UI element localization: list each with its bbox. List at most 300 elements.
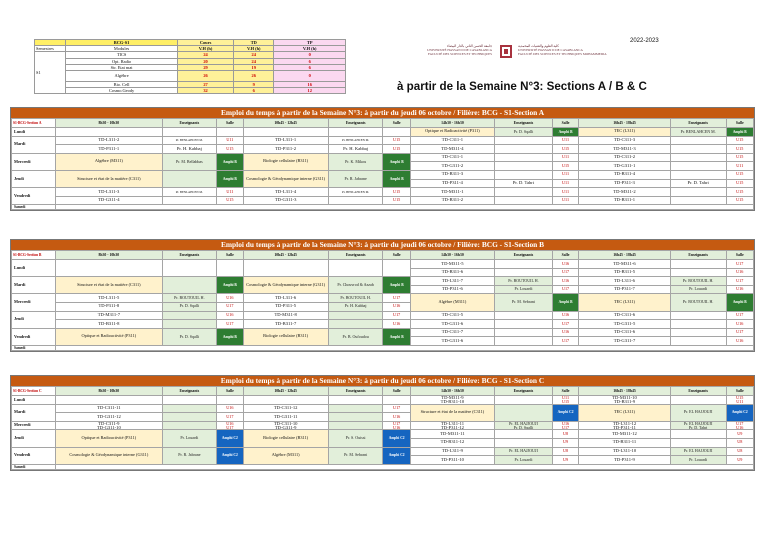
- hours-module: Cosmo.Geody: [66, 88, 178, 94]
- course-cell: Optique et Radioactivité (P311): [56, 328, 162, 345]
- teacher-cell: [670, 421, 726, 430]
- room-badge: Amphi B: [383, 277, 410, 294]
- semester-cell: S1: [35, 52, 66, 94]
- td-group-cell: [579, 421, 671, 430]
- room-cell: U17: [217, 302, 243, 311]
- room-line: U17: [736, 421, 744, 426]
- teacher-cell: [162, 404, 217, 413]
- td-group-cell: TD-C311-5: [410, 311, 494, 320]
- course-cell: Biologie cellulaire (B311): [243, 153, 328, 170]
- section-b-title: Emploi du temps à partir de la Semaine N°3: à partir du jeudi 06 octobre / Filière: BCG - S1-Section B: [11, 240, 754, 250]
- td-group-cell: TD-G311-4: [56, 196, 162, 205]
- schedule-cell: [56, 345, 754, 350]
- day-mercredi: Mercredi: [12, 421, 56, 430]
- room-line: U16: [561, 421, 570, 426]
- logo-line: جامعة الحسن الثاني بالدار البيضاء: [446, 44, 492, 48]
- td-group-line: TD-M311-10: [612, 395, 637, 400]
- teacher-cell: Pr. Chouvrod & Azzab: [328, 277, 383, 294]
- vh-td-header: V.H (h): [234, 46, 274, 52]
- teacher-cell: [495, 145, 553, 154]
- slot-2-header: 10h45 - 12h45: [243, 387, 328, 396]
- day-mercredi: Mercredi: [12, 153, 56, 170]
- teacher-cell: Pr. K. Mikou: [328, 153, 383, 170]
- td-group-cell: TD-C311-6: [579, 311, 671, 320]
- schedule-cell: [217, 260, 243, 277]
- teacher-cell: [495, 328, 553, 337]
- room-cell: U11: [552, 136, 578, 145]
- teacher-cell: [328, 413, 383, 422]
- room-cell: U15: [552, 145, 578, 154]
- room-header: Salle: [552, 119, 578, 128]
- teacher-cell: [495, 268, 553, 277]
- course-cell: Cosmologie & Géodynamique interne (G311): [243, 170, 328, 187]
- hours-tp: 6: [274, 64, 346, 70]
- td-group-cell: [243, 421, 328, 430]
- course-cell: Cosmologie & Géodynamique interne (G311): [243, 277, 328, 294]
- teacher-line: Pr. D. Sqalli: [513, 424, 534, 430]
- teacher-cell: Pr. Louardi: [495, 456, 553, 465]
- logo-text-right: [518, 44, 662, 56]
- td-group-cell: TD-C311-6: [579, 328, 671, 337]
- room-cell: U15: [552, 162, 578, 171]
- hours-module: Str. Etat mat: [66, 64, 178, 70]
- room-badge: Amphi B: [726, 294, 753, 311]
- course-cell: Algèbre (M311): [410, 294, 494, 311]
- room-cell: U8: [726, 447, 753, 456]
- room-cell: U15: [726, 136, 753, 145]
- teacher-cell: Pr. EL HAJJOUJI: [670, 404, 726, 421]
- td-group-cell: TD-B311-7: [243, 320, 328, 329]
- hours-cours-header: Cours: [178, 40, 234, 46]
- teacher-cell: [495, 404, 553, 421]
- td-group-line: TD-B311-9: [613, 398, 636, 404]
- teacher-cell: Pr. R. Jabrane: [328, 170, 383, 187]
- td-group-line: TD-B311-10: [440, 398, 465, 404]
- teacher-cell: [328, 320, 383, 329]
- teacher-header: Enseignants: [670, 119, 726, 128]
- teacher-cell: [162, 170, 217, 187]
- room-cell: U17: [217, 320, 243, 329]
- day-lundi: Lundi: [12, 260, 56, 277]
- room-cell: U9: [552, 456, 578, 465]
- teacher-cell: [670, 153, 726, 162]
- hours-cours: 26: [178, 71, 234, 82]
- teacher-cell: Pr. BOUTOUIL H.: [495, 277, 553, 286]
- teacher-cell: [670, 337, 726, 346]
- td-group-cell: TD-B311-8: [56, 320, 162, 329]
- section-code: S1-BCG-Section A: [12, 119, 56, 128]
- room-cell: U16: [552, 328, 578, 337]
- teacher-cell: Pr. BOUTOUIL H.: [162, 294, 217, 303]
- td-group-cell: TD-G311-6: [410, 337, 494, 346]
- section-a-title: Emploi du temps à partir de la Semaine N°3: à partir du jeudi 06 octobre / Filière: BCG - S1-Section A: [11, 108, 754, 118]
- teacher-header: Enseignants: [328, 119, 383, 128]
- schedule-cell: [56, 128, 162, 137]
- teacher-cell: Pr. M. Sebrani: [328, 447, 383, 464]
- td-group-line: TD-P311-11: [613, 424, 636, 430]
- td-group-cell: TD-P311-9: [579, 456, 671, 465]
- teacher-cell: [670, 162, 726, 171]
- slot-1-header: 8h30 - 10h30: [56, 251, 162, 260]
- room-cell: U11: [552, 188, 578, 197]
- hours-cours: 20: [178, 58, 234, 64]
- room-header: Salle: [552, 387, 578, 396]
- room-badge: Amphi B: [552, 128, 578, 137]
- schedule-cell: [56, 205, 754, 210]
- teacher-cell: [670, 170, 726, 179]
- schedule-cell: [243, 260, 328, 277]
- hours-module: Opt. Radio: [66, 58, 178, 64]
- room-cell: [726, 396, 753, 405]
- room-cell: U8: [552, 430, 578, 439]
- hours-cours: 27: [178, 82, 234, 88]
- university-emblem-icon: [499, 44, 513, 59]
- room-cell: U15: [726, 196, 753, 205]
- schedule-table-a: [11, 118, 754, 210]
- room-cell: U17: [552, 320, 578, 329]
- room-header: Salle: [552, 251, 578, 260]
- room-cell: U17: [383, 404, 410, 413]
- teacher-cell: [495, 396, 553, 405]
- hours-module: TICS: [66, 52, 178, 58]
- page-title: à partir de la Semaine N°3: Sections A / B & C: [397, 80, 647, 93]
- room-header: Salle: [383, 251, 410, 260]
- course-cell: Cosmologie & Géodynamique interne (G311): [56, 447, 162, 464]
- teacher-cell: Pr. M. Bellabbas: [162, 153, 217, 170]
- room-line: U11: [562, 395, 570, 400]
- teacher-cell: [162, 196, 217, 205]
- room-cell: U16: [726, 268, 753, 277]
- teacher-cell: [495, 136, 553, 145]
- hours-td: 9: [234, 82, 274, 88]
- td-group-cell: TD-L311-5: [56, 294, 162, 303]
- td-group-cell: TD-M311-3: [579, 145, 671, 154]
- teacher-cell: [495, 170, 553, 179]
- schedule-section-c: [10, 375, 755, 471]
- schedule-cell: [162, 128, 217, 137]
- td-group-cell: TD-G311-3: [243, 196, 328, 205]
- room-cell: U17: [552, 285, 578, 294]
- room-cell: U15: [383, 196, 410, 205]
- room-cell: [552, 396, 578, 405]
- teacher-cell: [162, 277, 217, 294]
- td-group-line: TD-C311-10: [273, 421, 298, 426]
- teacher-cell: [670, 328, 726, 337]
- teacher-cell: [495, 260, 553, 269]
- teacher-cell: Pr. Louardi: [670, 285, 726, 294]
- room-cell: U11: [552, 196, 578, 205]
- room-cell: U16: [383, 302, 410, 311]
- hours-module: Algèbre: [66, 71, 178, 82]
- logo-line: UNIVERSITÉ HASSAN II DE CASABLANCA: [518, 48, 583, 52]
- room-badge: Amphi B: [383, 328, 410, 345]
- teacher-cell: [670, 396, 726, 405]
- hours-td: 19: [234, 64, 274, 70]
- teacher-cell: [495, 421, 553, 430]
- td-group-line: TD-L311-11: [440, 421, 464, 426]
- teacher-header: Enseignants: [495, 119, 553, 128]
- room-header: Salle: [726, 387, 753, 396]
- day-samedi: Samedi: [12, 345, 56, 350]
- hours-td: 24: [234, 52, 274, 58]
- td-group-cell: TD-L311-9: [410, 447, 494, 456]
- hours-module: Bio. Cell: [66, 82, 178, 88]
- teacher-cell: [670, 196, 726, 205]
- teacher-cell: [495, 153, 553, 162]
- teacher-header: Enseignants: [495, 251, 553, 260]
- room-cell: U11: [552, 170, 578, 179]
- td-group-cell: TD-P311-10: [410, 456, 494, 465]
- teacher-cell: Pr. BENLAHCEN M.: [328, 188, 383, 197]
- td-group-cell: TD-L311-6: [243, 294, 328, 303]
- td-group-cell: TD-P311-4: [410, 179, 494, 188]
- logo-line: كلية العلوم والتقنيات المحمدية: [518, 44, 559, 48]
- slot-4-header: 16h45 - 18h45: [579, 387, 671, 396]
- teacher-header: Enseignants: [162, 387, 217, 396]
- td-group-cell: TD-L311-4: [243, 188, 328, 197]
- hours-tp: 16: [274, 82, 346, 88]
- room-badge: Amphi B: [552, 294, 578, 311]
- room-cell: U15: [383, 188, 410, 197]
- teacher-cell: Pr. BENLAHCEN M.: [162, 188, 217, 197]
- room-badge: Amphi C2: [383, 447, 410, 464]
- teacher-cell: Pr. EL HAJJOUJI: [670, 447, 726, 456]
- td-group-cell: TD-B311-2: [410, 196, 494, 205]
- teacher-header: Enseignants: [162, 251, 217, 260]
- room-cell: [552, 421, 578, 430]
- room-cell: U11: [552, 153, 578, 162]
- schedule-cell: [217, 396, 243, 405]
- room-cell: U16: [383, 413, 410, 422]
- course-cell: Optique et Radioactivité (P311): [56, 430, 162, 447]
- td-group-cell: TD-G311-5: [579, 320, 671, 329]
- section-c-title: Emploi du temps à partir de la Semaine N°3: à partir du jeudi 06 octobre / Filière: BCG - S1-Section C: [11, 376, 754, 386]
- teacher-cell: [670, 320, 726, 329]
- teacher-cell: Pr. H. Kabbaj: [328, 145, 383, 154]
- teacher-cell: [495, 188, 553, 197]
- teacher-header: Enseignants: [670, 387, 726, 396]
- td-group-cell: TD-P311-6: [410, 285, 494, 294]
- course-cell: Biologie cellulaire (B311): [243, 430, 328, 447]
- td-group-cell: TD-P311-3: [579, 179, 671, 188]
- room-badge: Amphi B: [383, 170, 410, 187]
- teacher-cell: [670, 188, 726, 197]
- day-lundi: Lundi: [12, 396, 56, 405]
- teacher-cell: [670, 260, 726, 269]
- td-group-cell: [56, 421, 162, 430]
- teacher-cell: [495, 438, 553, 447]
- logo-line: FACULTÉ DES SCIENCES ET TECHNIQUES: [428, 52, 492, 56]
- room-line: U16: [393, 424, 401, 430]
- teacher-header: Enseignants: [670, 251, 726, 260]
- course-cell: Algèbre (M311): [56, 153, 162, 170]
- hours-tp: 12: [274, 88, 346, 94]
- room-line: U17: [561, 424, 570, 430]
- schedule-cell: [383, 396, 410, 405]
- teacher-cell: [670, 438, 726, 447]
- td-group-cell: TD-P311-5: [243, 302, 328, 311]
- teacher-cell: [670, 136, 726, 145]
- slot-1-header: 8h30 - 10h30: [56, 119, 162, 128]
- room-cell: U15: [726, 179, 753, 188]
- day-samedi: Samedi: [12, 205, 56, 210]
- room-cell: U9: [726, 430, 753, 439]
- room-cell: [217, 421, 243, 430]
- room-cell: U16: [217, 294, 243, 303]
- room-header: Salle: [383, 387, 410, 396]
- teacher-cell: [495, 320, 553, 329]
- teacher-cell: Pr. BENLAHCEN M.: [328, 136, 383, 145]
- td-group-cell: TD-M311-5: [410, 260, 494, 269]
- schedule-cell: [56, 260, 162, 277]
- room-cell: U17: [726, 328, 753, 337]
- teacher-cell: [495, 337, 553, 346]
- teacher-header: Enseignants: [162, 119, 217, 128]
- day-samedi: Samedi: [12, 464, 56, 469]
- td-group-cell: TD-G311-11: [243, 413, 328, 422]
- room-cell: U8: [552, 447, 578, 456]
- td-group-cell: TD-M311-2: [579, 188, 671, 197]
- hours-tp: 0: [274, 52, 346, 58]
- day-mardi: Mardi: [12, 136, 56, 153]
- schedule-cell: [56, 396, 162, 405]
- td-group-cell: TD-G311-7: [579, 337, 671, 346]
- td-group-cell: TD-C311-1: [410, 136, 494, 145]
- schedule-cell: [383, 128, 410, 137]
- teacher-cell: Pr. Louardi: [162, 430, 217, 447]
- room-cell: U8: [726, 438, 753, 447]
- room-badge: Amphi C2: [552, 404, 578, 421]
- room-line: U16: [736, 424, 744, 430]
- td-group-cell: TD-L311-3: [56, 188, 162, 197]
- schedule-cell: [328, 128, 383, 137]
- hours-cours: 24: [178, 52, 234, 58]
- room-header: Salle: [217, 387, 243, 396]
- teacher-cell: Pr. H. Kabbaj: [328, 302, 383, 311]
- room-cell: U11: [217, 188, 243, 197]
- day-vendredi: Vendredi: [12, 328, 56, 345]
- teacher-cell: Pr. D. Tahri: [670, 179, 726, 188]
- hours-cours: 29: [178, 64, 234, 70]
- td-group-cell: TD-M311-4: [410, 145, 494, 154]
- td-group-cell: TD-C311-2: [579, 153, 671, 162]
- td-group-line: TD-G311-9: [274, 424, 297, 430]
- schedule-cell: [217, 128, 243, 137]
- slot-2-header: 10h45 - 12h45: [243, 251, 328, 260]
- room-cell: U11: [217, 136, 243, 145]
- room-badge: Amphi B: [217, 328, 243, 345]
- td-group-cell: TD-B311-5: [579, 268, 671, 277]
- room-cell: U15: [726, 153, 753, 162]
- schedule-cell: [383, 260, 410, 277]
- td-group-cell: TD-P311-7: [579, 285, 671, 294]
- room-badge: Amphi C2: [726, 404, 753, 421]
- course-cell: Optique et Radioactivité (P311): [410, 128, 494, 137]
- teacher-cell: [162, 421, 217, 430]
- slot-3-header: 14h30 - 16h30: [410, 387, 494, 396]
- teacher-cell: Pr. Louardi: [670, 456, 726, 465]
- teacher-cell: Pr. M. Sebrani: [495, 294, 553, 311]
- schedule-cell: [243, 128, 328, 137]
- td-group-cell: TD-P311-8: [56, 302, 162, 311]
- day-lundi: Lundi: [12, 128, 56, 137]
- module-hours-table: [34, 39, 346, 94]
- semestre-header: Semestres: [35, 46, 66, 52]
- schedule-cell: [162, 260, 217, 277]
- teacher-cell: [495, 430, 553, 439]
- day-mardi: Mardi: [12, 277, 56, 294]
- td-group-cell: TD-M311-12: [579, 430, 671, 439]
- section-code: S1-BCG-Section B: [12, 251, 56, 260]
- room-line: U17: [226, 424, 234, 430]
- room-cell: U15: [383, 136, 410, 145]
- room-line: U15: [736, 395, 744, 400]
- modules-header: Modules: [66, 46, 178, 52]
- room-line: U16: [226, 421, 234, 426]
- room-cell: U11: [552, 179, 578, 188]
- teacher-cell: [162, 311, 217, 320]
- room-cell: U15: [726, 188, 753, 197]
- teacher-cell: [670, 311, 726, 320]
- room-badge: Amphi C2: [383, 430, 410, 447]
- teacher-cell: [162, 413, 217, 422]
- room-badge: Amphi B: [383, 153, 410, 170]
- room-cell: U15: [217, 196, 243, 205]
- td-group-cell: TD-G311-12: [56, 413, 162, 422]
- td-group-cell: TD-G311-6: [410, 320, 494, 329]
- room-cell: U16: [726, 320, 753, 329]
- hours-tp-header: TP: [274, 40, 346, 46]
- room-header: Salle: [726, 119, 753, 128]
- teacher-line: Pr. EL HAJJOUJI: [509, 421, 538, 426]
- slot-3-header: 14h30 - 16h30: [410, 119, 494, 128]
- room-cell: U15: [726, 170, 753, 179]
- room-header: Salle: [726, 251, 753, 260]
- td-group-line: TD-C311-9: [98, 421, 120, 426]
- room-cell: U17: [726, 260, 753, 269]
- td-group-cell: TD-B311-4: [579, 170, 671, 179]
- course-cell: Structure et état de la matière (C311): [410, 404, 494, 421]
- teacher-cell: Pr. D. Sqalli: [495, 128, 553, 137]
- room-cell: U17: [552, 268, 578, 277]
- td-group-cell: TD-M311-8: [243, 311, 328, 320]
- room-line: U11: [736, 398, 744, 404]
- room-cell: U16: [552, 311, 578, 320]
- room-badge: Amphi B: [217, 170, 243, 187]
- room-cell: U17: [726, 311, 753, 320]
- slot-3-header: 14h30 - 16h30: [410, 251, 494, 260]
- td-group-cell: TD-B311-6: [410, 268, 494, 277]
- course-cell: Biologie cellulaire (B311): [243, 328, 328, 345]
- schedule-cell: [243, 396, 328, 405]
- room-line: U15: [561, 398, 570, 404]
- schedule-table-c: [11, 386, 754, 470]
- td-group-cell: TD-L311-6: [579, 277, 671, 286]
- room-line: U17: [393, 421, 401, 426]
- td-group-cell: TD-M311-7: [56, 311, 162, 320]
- teacher-cell: [328, 196, 383, 205]
- schedule-section-a: [10, 107, 755, 211]
- room-header: Salle: [217, 251, 243, 260]
- td-group-cell: TD-G311-2: [410, 162, 494, 171]
- room-badge: Amphi B: [726, 128, 753, 137]
- teacher-line: Pr. EL HAJJOUJI: [683, 421, 713, 426]
- day-jeudi: Jeudi: [12, 170, 56, 187]
- teacher-cell: Pr. D. Sqalli: [162, 302, 217, 311]
- room-cell: U17: [383, 294, 410, 303]
- logo-text-left: [382, 44, 492, 56]
- td-group-cell: TD-L311-1: [243, 136, 328, 145]
